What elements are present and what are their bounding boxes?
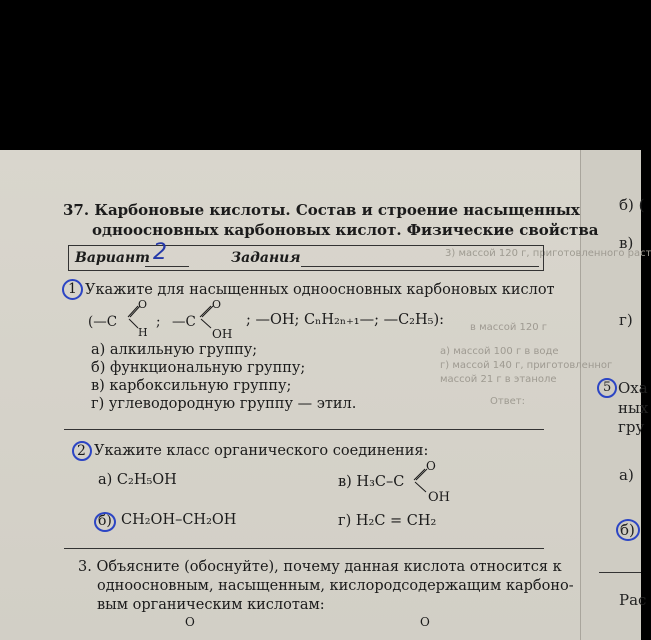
right-item-v: в) bbox=[619, 234, 634, 252]
q2-option-v-oh: OH bbox=[428, 490, 450, 505]
right-item-a: а) bbox=[619, 466, 634, 484]
right-item-g: г) bbox=[619, 311, 633, 329]
q1-formula-rest: ; —OH; CₙH₂ₙ₊₁—; —C₂H₅): bbox=[246, 312, 444, 328]
right-answer-line bbox=[599, 572, 641, 573]
q2-option-a: а) C₂H₅OH bbox=[98, 472, 177, 488]
right-q5-line3: гру bbox=[618, 418, 645, 436]
bleed-line-3: г) массой 140 г, приготовленног bbox=[440, 360, 613, 371]
q2-option-b-label: б) bbox=[98, 513, 112, 529]
q2-number: 2 bbox=[77, 443, 86, 459]
bleed-line-1: 3) массой 120 г, приготовленного раст bbox=[445, 248, 651, 259]
q2-option-v-o: O bbox=[426, 459, 436, 473]
right-q5-text: Оха bbox=[618, 379, 648, 397]
q3-question-line1: 3. Объясните (обоснуйте), почему данная кислота относится к bbox=[78, 559, 562, 575]
divider-q2 bbox=[64, 548, 544, 549]
q2-bond-lines bbox=[412, 466, 430, 496]
q2-option-b: CH₂OH–CH₂OH bbox=[121, 512, 237, 528]
right-item-bottom: Рас bbox=[619, 591, 647, 609]
q3-formula-o-right: O bbox=[420, 615, 430, 629]
right-item-b: б) ( bbox=[619, 196, 645, 214]
q3-question-line3: вым органическим кислотам: bbox=[97, 597, 325, 613]
right-q5-number: 5 bbox=[603, 380, 612, 395]
variant-underline bbox=[145, 266, 189, 267]
q3-formula-o-left: O bbox=[185, 615, 195, 629]
q2-question: Укажите класс органического соединения: bbox=[94, 443, 429, 459]
variant-label: Вариант bbox=[75, 250, 150, 266]
q1-option-b: б) функциональную группу; bbox=[91, 360, 306, 376]
q1-option-v: в) карбоксильную группу; bbox=[91, 378, 292, 394]
variant-handwritten-value: 2 bbox=[153, 240, 167, 265]
q1-number: 1 bbox=[68, 281, 77, 297]
bleed-line-5: массой 21 г в этаноле bbox=[440, 374, 557, 385]
tasks-underline bbox=[301, 266, 539, 267]
right-item-b-circled: б) bbox=[620, 521, 635, 539]
bleed-line-2: в массой 120 г bbox=[470, 322, 548, 333]
q1-question: Укажите для насыщенных одноосновных карбоновых кислот bbox=[85, 282, 555, 298]
divider-q1 bbox=[64, 429, 544, 430]
bond-lines bbox=[198, 302, 216, 332]
bond-lines bbox=[126, 302, 142, 332]
variant-box bbox=[68, 240, 544, 271]
q2-option-v: в) H₃C–C bbox=[338, 474, 405, 490]
q1-option-a: а) алкильную группу; bbox=[91, 342, 258, 358]
right-q5-line2: ных bbox=[618, 399, 649, 417]
section-subtitle: одноосновных карбоновых кислот. Физические свойства bbox=[92, 221, 599, 239]
q2-option-g: г) H₂C = CH₂ bbox=[338, 513, 437, 529]
section-title: 37. Карбоновые кислоты. Состав и строение насыщенных bbox=[63, 201, 580, 219]
textbook-page: 3) массой 120 г, приготовленного раст в массой 120 г г) массой 140 г, приготовленног а) массой 100 г в воде массой 21 г в этаноле Ответ: 37. Карбоновые кислоты. Состав и строение насыщенных одноосновных карбоновых кислот. Физические свойства Вариант 2 Задания 1 Укажите для насыщенных одноосновных карбоновых кислот (—C O H ; —C O OH ; —OH; CₙH₂ₙ₊₁—; —C₂H₅): а) алкильную группу; б) функциональную группу; в) карбоксильную группу; г) углеводородную группу — этил. 2 Укажите класс органического соединения: а) C₂H₅OH в) H₃C–C O OH б) CH₂OH–CH₂OH г) H₂C = CH₂ 3. Объясните (обоснуйте), почему данная кислота относится к одноосновным, насыщенным, кислородсодержащим карбоно- вым органическим кислотам: O O bbox=[63, 201, 651, 629]
tasks-label: Задания bbox=[231, 250, 301, 266]
bleed-line-6: Ответ: bbox=[490, 396, 525, 407]
q3-question-line2: одноосновным, насыщенным, кислородсодержащим карбоно- bbox=[97, 578, 574, 594]
q1-option-g: г) углеводородную группу — этил. bbox=[91, 396, 357, 412]
bleed-line-4: а) массой 100 г в воде bbox=[440, 346, 559, 357]
